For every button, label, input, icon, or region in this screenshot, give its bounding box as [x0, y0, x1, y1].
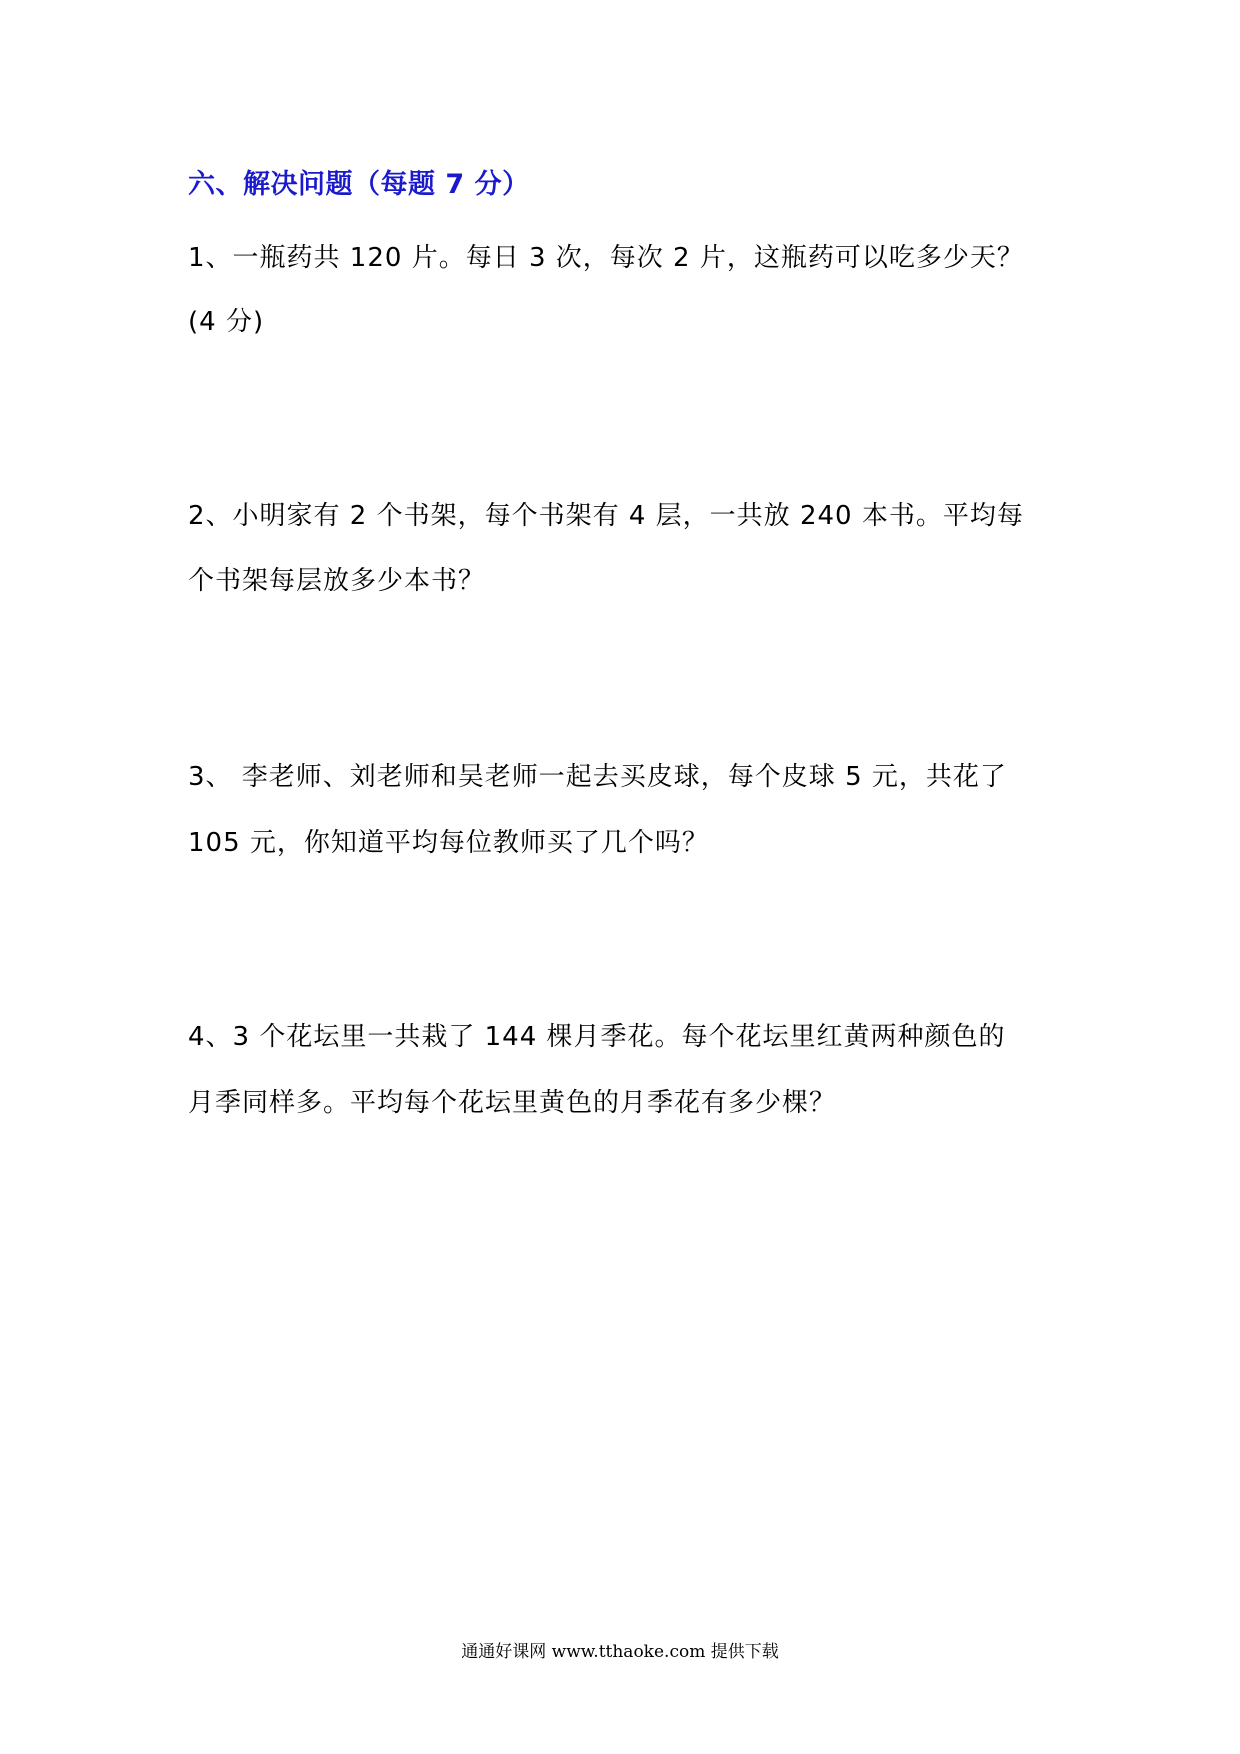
- question-4-line-2: 月季同样多。平均每个花坛里黄色的月季花有多少棵？: [188, 1088, 837, 1118]
- question-2-line-2: 个书架每层放多少本书？: [188, 566, 486, 596]
- question-1-line-1: 1、一瓶药共 120 片。每日 3 次，每次 2 片，这瓶药可以吃多少天？: [188, 243, 1024, 273]
- question-3-line-1: 3、 李老师、刘老师和吴老师一起去买皮球，每个皮球 5 元，共花了: [188, 762, 1007, 792]
- question-1-line-2: (4 分): [188, 307, 265, 337]
- question-2-line-1: 2、小明家有 2 个书架，每个书架有 4 层，一共放 240 本书。平均每: [188, 501, 1024, 531]
- page-footer: 通通好课网 www.tthaoke.com 提供下载: [461, 1642, 779, 1662]
- question-4-line-1: 4、3 个花坛里一共栽了 144 棵月季花。每个花坛里红黄两种颜色的: [188, 1022, 1006, 1052]
- section-title: 六、解决问题（每题 7 分）: [188, 169, 530, 200]
- question-3-line-2: 105 元，你知道平均每位教师买了几个吗？: [188, 828, 709, 858]
